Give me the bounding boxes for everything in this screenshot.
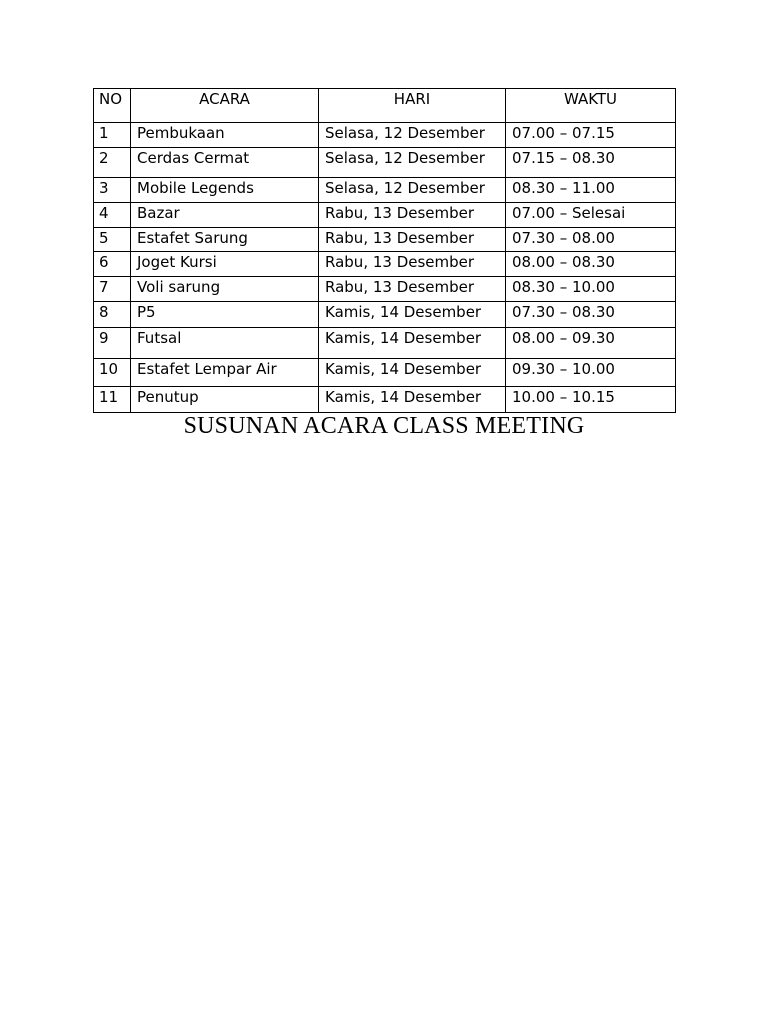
cell-no: 7 bbox=[94, 277, 131, 302]
cell-acara: P5 bbox=[131, 302, 319, 328]
cell-waktu: 08.30 – 10.00 bbox=[506, 277, 676, 302]
cell-acara: Futsal bbox=[131, 328, 319, 359]
table-row bbox=[94, 328, 676, 359]
schedule-table bbox=[93, 88, 676, 413]
cell-hari: Selasa, 12 Desember bbox=[319, 148, 506, 178]
cell-acara: Mobile Legends bbox=[131, 178, 319, 203]
table-body bbox=[94, 123, 676, 413]
cell-hari: Selasa, 12 Desember bbox=[319, 178, 506, 203]
cell-no: 9 bbox=[94, 328, 131, 359]
cell-hari: Rabu, 13 Desember bbox=[319, 203, 506, 228]
cell-no: 10 bbox=[94, 359, 131, 387]
cell-waktu: 08.00 – 09.30 bbox=[506, 328, 676, 359]
cell-no: 1 bbox=[94, 123, 131, 148]
header-no: NO bbox=[94, 89, 131, 123]
cell-waktu: 07.30 – 08.30 bbox=[506, 302, 676, 328]
cell-acara: Cerdas Cermat bbox=[131, 148, 319, 178]
table-row bbox=[94, 123, 676, 148]
cell-hari: Kamis, 14 Desember bbox=[319, 387, 506, 413]
table-row bbox=[94, 178, 676, 203]
cell-no: 6 bbox=[94, 252, 131, 277]
cell-waktu: 08.30 – 11.00 bbox=[506, 178, 676, 203]
cell-hari: Selasa, 12 Desember bbox=[319, 123, 506, 148]
cell-hari: Kamis, 14 Desember bbox=[319, 302, 506, 328]
table-row bbox=[94, 228, 676, 252]
cell-waktu: 07.30 – 08.00 bbox=[506, 228, 676, 252]
header-waktu: WAKTU bbox=[506, 89, 676, 123]
cell-no: 11 bbox=[94, 387, 131, 413]
cell-hari: Rabu, 13 Desember bbox=[319, 228, 506, 252]
cell-acara: Pembukaan bbox=[131, 123, 319, 148]
cell-hari: Kamis, 14 Desember bbox=[319, 328, 506, 359]
table-row bbox=[94, 359, 676, 387]
table-row bbox=[94, 252, 676, 277]
cell-no: 4 bbox=[94, 203, 131, 228]
table-row bbox=[94, 277, 676, 302]
cell-acara: Estafet Lempar Air bbox=[131, 359, 319, 387]
table-row bbox=[94, 387, 676, 413]
cell-acara: Bazar bbox=[131, 203, 319, 228]
table-row bbox=[94, 203, 676, 228]
cell-no: 8 bbox=[94, 302, 131, 328]
cell-no: 5 bbox=[94, 228, 131, 252]
cell-hari: Rabu, 13 Desember bbox=[319, 252, 506, 277]
cell-waktu: 07.00 – Selesai bbox=[506, 203, 676, 228]
cell-acara: Joget Kursi bbox=[131, 252, 319, 277]
cell-waktu: 07.15 – 08.30 bbox=[506, 148, 676, 178]
cell-waktu: 10.00 – 10.15 bbox=[506, 387, 676, 413]
cell-acara: Voli sarung bbox=[131, 277, 319, 302]
header-hari: HARI bbox=[319, 89, 506, 123]
cell-waktu: 07.00 – 07.15 bbox=[506, 123, 676, 148]
cell-waktu: 08.00 – 08.30 bbox=[506, 252, 676, 277]
table-row bbox=[94, 148, 676, 178]
table-header bbox=[94, 89, 676, 123]
cell-acara: Estafet Sarung bbox=[131, 228, 319, 252]
cell-acara: Penutup bbox=[131, 387, 319, 413]
header-acara: ACARA bbox=[131, 89, 319, 123]
header-row bbox=[94, 89, 676, 123]
table-row bbox=[94, 302, 676, 328]
cell-no: 3 bbox=[94, 178, 131, 203]
cell-no: 2 bbox=[94, 148, 131, 178]
cell-hari: Kamis, 14 Desember bbox=[319, 359, 506, 387]
document-title: SUSUNAN ACARA CLASS MEETING bbox=[183, 413, 585, 439]
cell-waktu: 09.30 – 10.00 bbox=[506, 359, 676, 387]
cell-hari: Rabu, 13 Desember bbox=[319, 277, 506, 302]
